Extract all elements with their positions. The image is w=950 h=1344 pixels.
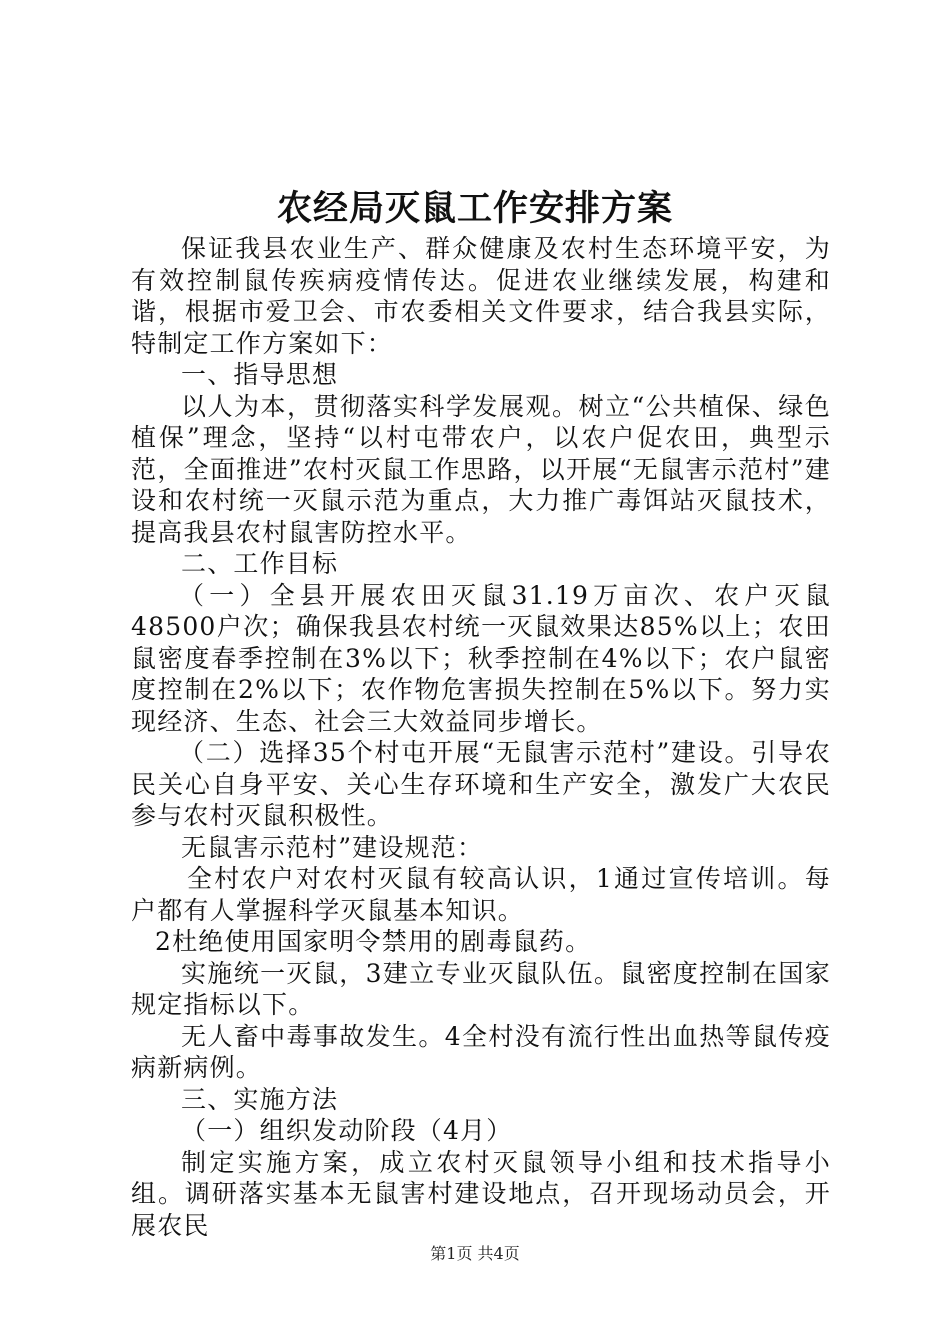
model-village-standard-heading: 无鼠害示范村”建设规范： <box>181 832 484 862</box>
intro-paragraph: 保证我县农业生产、群众健康及农村生态环境平安，为有效控制鼠传疾病疫情传达。促进农业继续发展，构建和谐，根据市爱卫会、市农委相关文件要求，结合我县实际，特制定工作方案如下： <box>131 234 831 358</box>
goal-one-paragraph: （一）全县开展农田灭鼠31.19万亩次、农户灭鼠48500户次；确保我县农村统一灭鼠效果达85%以上；农田鼠密度春季控制在3%以下；秋季控制在4%以下；农户鼠密度控制在2%以下；农作物危害损失控制在5%以下。努力实现经济、生态、社会三大效益同步增长。 <box>131 580 831 736</box>
guiding-ideology-paragraph: 以人为本，贯彻落实科学发展观。树立“公共植保、绿色植保”理念，坚持“以村屯带农户，以农户促农田，典型示范，全面推进”农村灭鼠工作思路，以开展“无鼠害示范村”建设和农村统一灭鼠示范为重点，大力推广毒饵站灭鼠技术，提高我县农村鼠害防控水平。 <box>131 391 831 547</box>
section-heading-guiding-ideology: 一、指导思想 <box>181 360 339 389</box>
standard-item-2: 2杜绝使用国家明令禁用的剧毒鼠药。 <box>155 927 592 956</box>
standard-item-1: 全村农户对农村灭鼠有较高认识，1通过宣传培训。每户都有人掌握科学灭鼠基本知识。 <box>131 864 831 925</box>
standard-item-3: 实施统一灭鼠，3建立专业灭鼠队伍。鼠密度控制在国家规定指标以下。 <box>131 958 831 1019</box>
section-heading-implementation: 三、实施方法 <box>181 1084 339 1114</box>
page-footer: 第1页 共4页 <box>430 1244 520 1263</box>
document-body <box>131 233 831 1241</box>
document-title: 农经局灭鼠工作安排方案 <box>276 188 673 229</box>
goal-two-paragraph: （二）选择35个村屯开展“无鼠害示范村”建设。引导农民关心自身平安、关心生存环境和生产安全，激发广大农民参与农村灭鼠积极性。 <box>131 738 831 830</box>
standard-item-4: 无人畜中毒事故发生。4全村没有流行性出血热等鼠传疫病新病例。 <box>131 1021 831 1082</box>
phase-one-heading: （一）组织发动阶段（4月） <box>181 1116 513 1145</box>
phase-one-paragraph: 制定实施方案，成立农村灭鼠领导小组和技术指导小组。调研落实基本无鼠害村建设地点，召开现场动员会，开展农民 <box>131 1147 831 1240</box>
section-heading-work-goals: 二、工作目标 <box>181 549 339 578</box>
